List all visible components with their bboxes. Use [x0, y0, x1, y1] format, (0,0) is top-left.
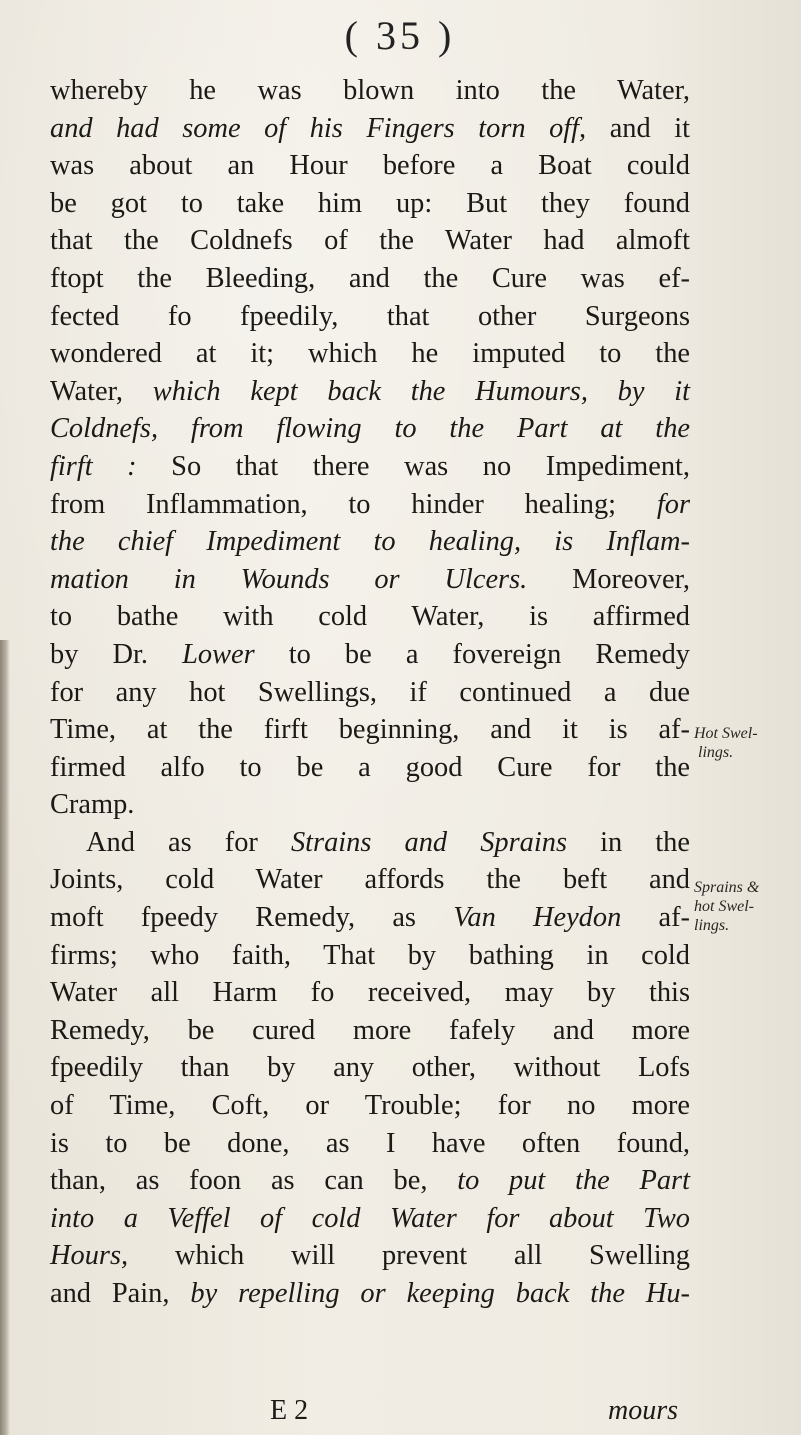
body-text	[50, 72, 690, 1313]
signature-mark: E 2	[270, 1395, 309, 1426]
text-run: Water,	[50, 375, 153, 407]
text-line	[50, 786, 690, 824]
text-run: is to be done, as I have often found,	[50, 1127, 690, 1159]
text-run: be got to take him up: But they found	[50, 187, 690, 219]
text-run: whereby he was blown into the Water,	[50, 75, 690, 106]
text-run: Water all Harm fo received, may by this	[50, 977, 690, 1009]
text-line	[50, 1200, 690, 1238]
text-line	[50, 899, 690, 937]
text-run: firms; who faith, That by bathing in cold	[50, 939, 690, 971]
text-line	[50, 523, 690, 561]
italic-run: Strains and Sprains	[290, 826, 567, 858]
text-run: in the	[567, 826, 690, 858]
margin-note-line: lings.	[694, 917, 730, 934]
text-run: to be a fovereign Remedy	[254, 638, 690, 670]
text-line	[50, 1012, 690, 1050]
text-line	[50, 598, 690, 636]
text-line	[50, 1275, 690, 1313]
text-line	[50, 373, 690, 411]
margin-note-line: hot Swel-	[694, 898, 754, 915]
text-run: fected fo fpeedily, that other Surgeons	[50, 300, 690, 332]
italic-run: to put the Part	[457, 1165, 690, 1197]
margin-note-line: Sprains &	[694, 879, 760, 896]
margin-note-line: Hot Swel-	[694, 725, 758, 742]
catchword: mours	[608, 1395, 679, 1426]
italic-run: the chief Impediment to healing, is Inflam-	[50, 526, 690, 558]
text-line	[50, 147, 690, 185]
italic-run: for	[656, 488, 690, 520]
italic-run: firft :	[50, 450, 137, 482]
italic-run: Coldnefs, from flowing to the Part at the	[50, 413, 690, 445]
text-line	[50, 185, 690, 223]
italic-run: Lower	[182, 638, 255, 670]
text-line	[50, 1049, 690, 1087]
text-line	[50, 110, 690, 148]
text-line	[50, 561, 690, 599]
text-line	[50, 749, 690, 787]
text-run: which will prevent all Swelling	[128, 1240, 690, 1272]
text-run: Moreover,	[527, 563, 690, 595]
italic-run: Hours,	[50, 1240, 129, 1272]
text-line	[50, 72, 690, 110]
text-run: that the Coldnefs of the Water had almoft	[50, 225, 690, 257]
text-line	[50, 1087, 690, 1125]
text-run: from Inflammation, to hinder healing;	[50, 488, 657, 520]
text-line	[50, 448, 690, 486]
text-run: was about an Hour before a Boat could	[50, 150, 690, 182]
text-line	[50, 1162, 690, 1200]
text-line	[50, 974, 690, 1012]
binding-shadow	[0, 640, 10, 1435]
text-run: Cramp.	[50, 789, 135, 821]
text-line	[50, 260, 690, 298]
text-line	[50, 1125, 690, 1163]
text-line	[50, 711, 690, 749]
margin-note-sprains	[694, 878, 759, 935]
text-run: Remedy, be cured more fafely and more	[50, 1014, 690, 1046]
text-run: firmed alfo to be a good Cure for the	[50, 751, 690, 783]
text-line	[50, 1237, 690, 1275]
text-run: of Time, Coft, or Trouble; for no more	[50, 1090, 690, 1122]
text-run: fpeedily than by any other, without Lofs	[50, 1052, 690, 1084]
italic-run: into a Veffel of cold Water for about Two	[50, 1202, 690, 1234]
text-run: by Dr.	[50, 638, 183, 670]
text-line	[50, 937, 690, 975]
text-run: So that there was no Impediment,	[136, 450, 690, 482]
italic-run: by repelling or keeping back the Hu-	[190, 1278, 690, 1309]
text-line	[50, 298, 690, 336]
text-run: Joints, cold Water affords the beft and	[50, 864, 690, 896]
page-number: ( 35 )	[344, 13, 456, 58]
text-line	[50, 222, 690, 260]
text-run: than, as foon as can be,	[50, 1165, 458, 1197]
italic-run: Van Heydon	[453, 902, 622, 934]
text-run: af-	[621, 902, 690, 934]
text-line	[50, 674, 690, 712]
text-run: And as for	[86, 826, 291, 858]
italic-run: which kept back the Humours, by it	[152, 375, 691, 407]
text-line	[50, 486, 690, 524]
text-line	[50, 861, 690, 899]
text-line	[50, 824, 690, 862]
italic-run: mation in Wounds or Ulcers.	[50, 563, 528, 595]
italic-run: and had some of his Fingers torn off,	[50, 112, 587, 144]
text-line	[50, 335, 690, 373]
text-line	[50, 410, 690, 448]
text-run: for any hot Swellings, if continued a due	[50, 676, 690, 708]
text-line	[50, 636, 690, 674]
text-run: moft fpeedy Remedy, as	[50, 902, 454, 934]
text-run: Time, at the firft beginning, and it is af-	[50, 714, 690, 746]
text-run: to bathe with cold Water, is affirmed	[50, 601, 690, 633]
text-run: ftopt the Bleeding, and the Cure was ef-	[50, 262, 690, 294]
margin-note-line: lings.	[698, 744, 734, 761]
text-run: wondered at it; which he imputed to the	[50, 338, 690, 370]
text-run: and it	[586, 112, 690, 144]
margin-note-hot-swellings	[694, 724, 758, 762]
text-run: and Pain,	[50, 1278, 191, 1309]
